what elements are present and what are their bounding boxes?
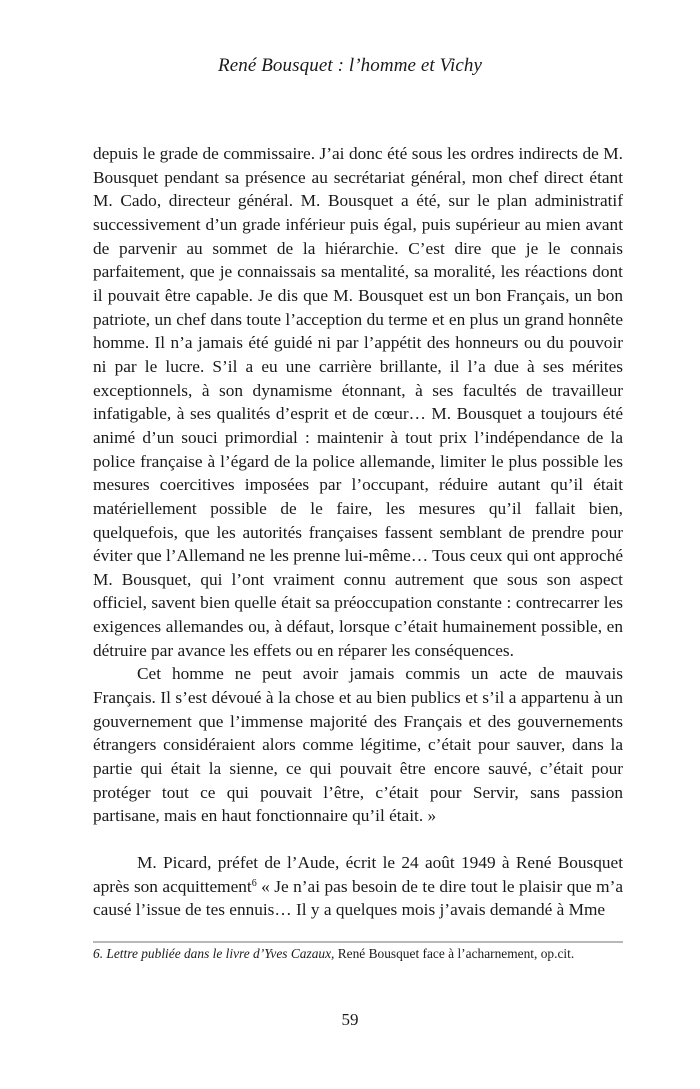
page-number: 59 [341, 1010, 359, 1029]
footnote-reference-link[interactable]: 6 [251, 877, 257, 889]
footnote [93, 945, 633, 963]
footnote-number: 6. [93, 946, 104, 961]
footnote-italic-text: Lettre publiée dans le livre d’Yves Cazaux, [103, 946, 335, 961]
body-text [93, 142, 623, 922]
paragraph-testimony: depuis le grade de commissaire. J’ai donc été sous les ordres indirects de M. Bousquet pendant sa présence au secrétariat général, mon chef direct étant M. Cado, directeur général. M. Bousquet a été, sur le plan administratif successivement d’un grade inférieur puis égal, puis supérieur au mien avant de parvenir au sommet de la hiérarchie. C’est dire que je le connais parfaitement, que je connaissais sa mentalité, sa moralité, les réactions dont il pouvait être capable. Je dis que M. Bousquet est un bon Français, un bon patriote, un chef dans toute l’acception du terme et en plus un grand honnête homme. Il n’a jamais été guidé ni par l’appétit des honneurs ou du pouvoir ni par le lucre. S’il a eu une carrière brillante, il l’a due à ses mérites exceptionnels, à son dynamisme étonnant, à ses facultés de travailleur infatigable, à ses qualités d’esprit et de cœur… M. Bousquet a toujours été animé d’un souci primordial : maintenir à tout prix l’indépendance de la police française à l’égard de la police allemande, limiter le plus possible les mesures coercitives imposées par l’occupant, réduire autant qu’il était matériellement possible de le faire, les mesures qu’il fallait bien, quelquefois, que les autorités françaises fassent semblant de prendre pour éviter que l’Allemand ne les prenne lui-même… Tous ceux qui ont approché M. Bousquet, qui l’ont vraiment connu autrement que sous son aspect officiel, savent bien quelle était sa préoccupation constante : contrecarrer les exigences allemandes ou, à défaut, lorsque c’était humainement possible, en détruire par avance les effets ou en réparer les conséquences. [93, 144, 623, 660]
footnote-divider [93, 941, 623, 943]
paragraph-picard-letter [93, 851, 623, 922]
paragraph-picard-text-end: « Je n’ai pas besoin de te dire tout le plaisir que m’a causé l’issue de tes ennuis… Il y a quelques mois j’avais demandé à Mme [93, 876, 623, 920]
footnote-book-title: René Bousquet face à l’acharnement, op.cit. [334, 946, 575, 961]
running-head: René Bousquet : l’homme et Vichy [218, 55, 482, 76]
paragraph-conclusion: Cet homme ne peut avoir jamais commis un acte de mauvais Français. Il s’est dévoué à la chose et au bien publics et s’il a appartenu à un gouvernement que l’immense majorité des Français et des gouvernements étrangers considéraient alors comme légitime, c’était pour sauver, dans la partie qui était la sienne, ce qui pouvait être encore sauvé, c’était pour protéger tout ce qui pouvait l’être, c’était pour Servir, sans passion partisane, mais en haut fonctionnaire qu’il était. » [93, 664, 623, 826]
paragraph-spacer [93, 828, 623, 851]
paragraph-picard-text-start: M. Picard, préfet de l’Aude, écrit le 24 août 1949 à René Bousquet après son acquittement [93, 853, 623, 896]
